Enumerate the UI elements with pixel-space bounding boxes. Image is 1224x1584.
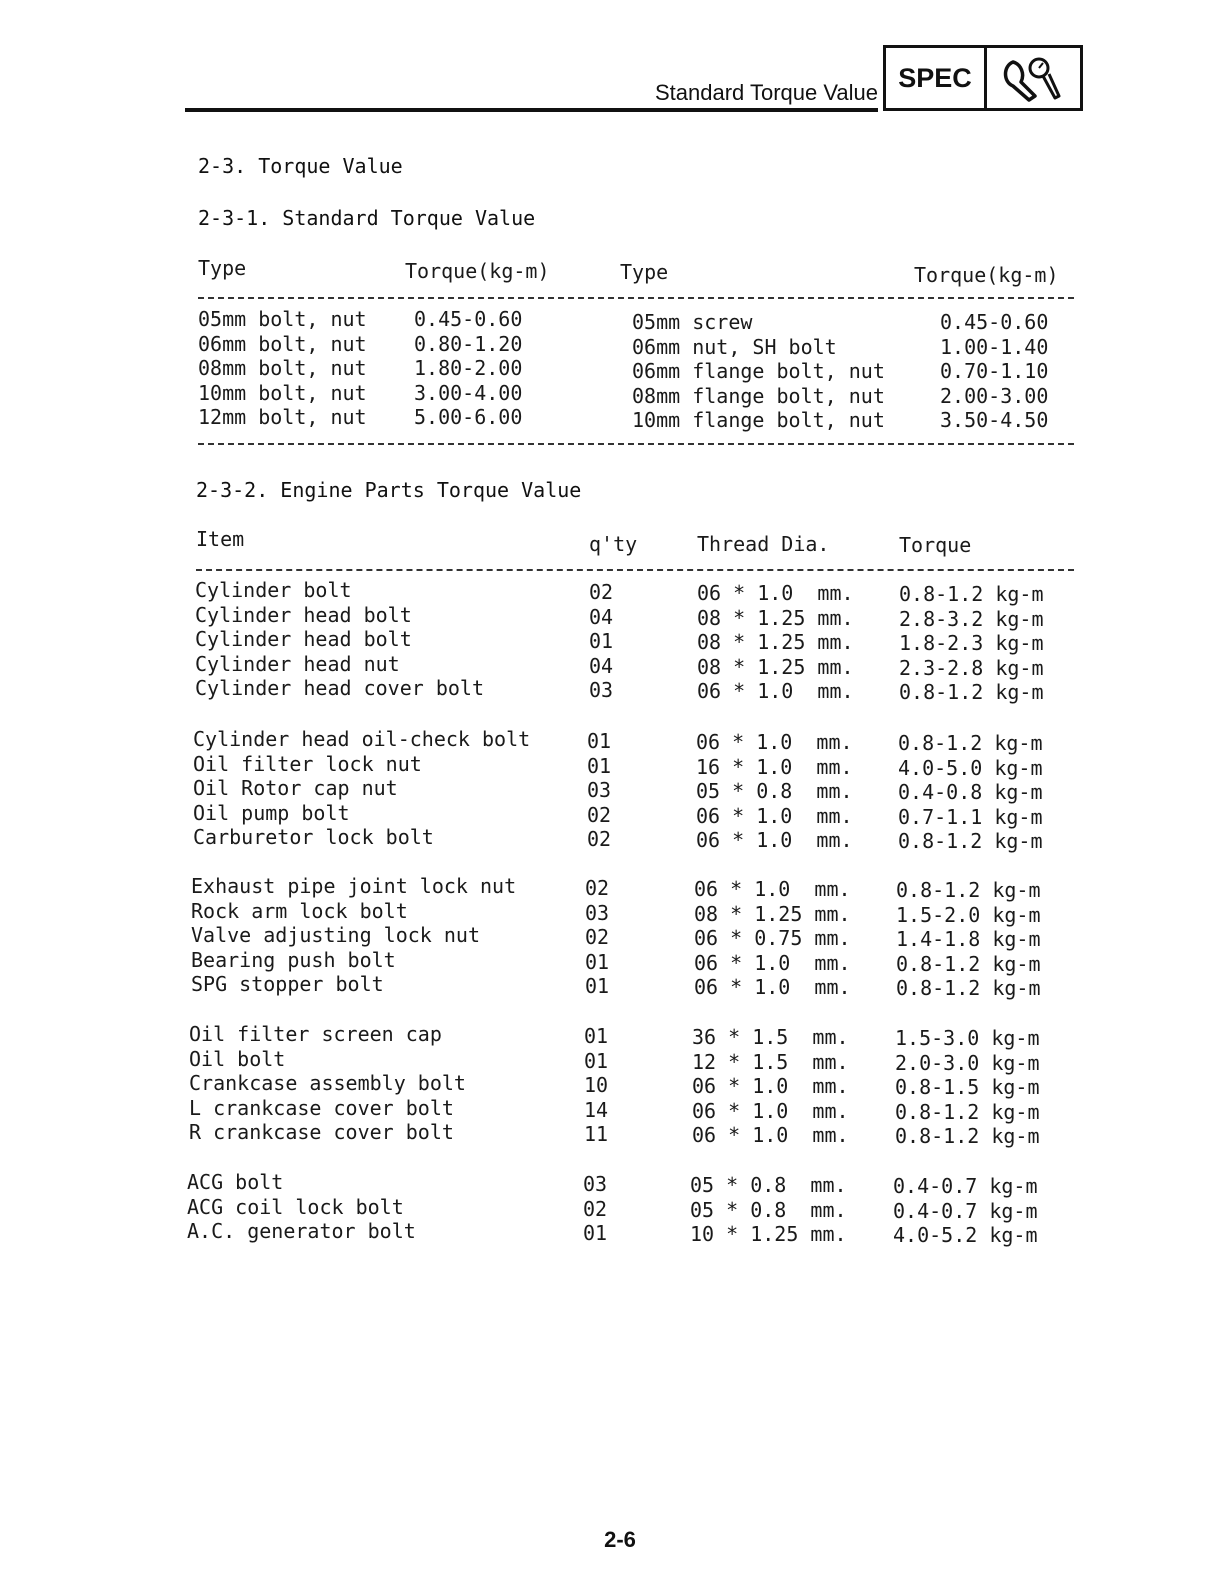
row-torque: 0.4-0.8 kg-m	[898, 780, 1043, 804]
section-title: 2-3. Torque Value	[198, 154, 403, 178]
row-thread-dia: 06 * 1.0 mm.	[694, 950, 851, 975]
table-divider	[196, 569, 1074, 571]
col-header-torque-left: Torque(kg-m)	[405, 259, 550, 283]
row-item: Cylinder head oil-check bolt	[193, 727, 531, 751]
std-left-type: 12mm bolt, nut	[198, 405, 367, 430]
row-torque: 0.8-1.2 kg-m	[895, 1124, 1040, 1148]
row-torque: 0.8-1.2 kg-m	[896, 951, 1041, 976]
col-header-torque: Torque	[899, 533, 972, 557]
row-torque: 2.0-3.0 kg-m	[895, 1050, 1040, 1075]
spec-label: SPEC	[886, 48, 987, 108]
row-qty: 01	[585, 974, 610, 998]
row-torque: 1.8-2.3 kg-m	[899, 631, 1044, 655]
row-thread-dia: 06 * 1.0 mm.	[697, 581, 854, 605]
row-thread-dia: 16 * 1.0 mm.	[696, 754, 853, 779]
row-qty: 03	[587, 778, 612, 802]
row-torque: 0.8-1.2 kg-m	[895, 1099, 1040, 1124]
row-qty: 01	[587, 729, 612, 753]
gauge-wrench-icon	[987, 48, 1080, 108]
row-item: ACG coil lock bolt	[187, 1194, 404, 1219]
col-header-qty: q'ty	[589, 532, 638, 556]
row-qty: 02	[587, 802, 612, 827]
row-torque: 0.8-1.2 kg-m	[896, 878, 1041, 902]
row-item: Oil Rotor cap nut	[193, 776, 398, 800]
row-torque: 0.4-0.7 kg-m	[893, 1198, 1038, 1223]
row-thread-dia: 06 * 1.0 mm.	[694, 877, 851, 901]
row-item: A.C. generator bolt	[187, 1219, 416, 1243]
row-thread-dia: 06 * 1.0 mm.	[692, 1123, 849, 1147]
row-item: Crankcase assembly bolt	[189, 1071, 466, 1095]
row-item: Carburetor lock bolt	[193, 825, 434, 849]
row-torque: 0.8-1.2 kg-m	[899, 582, 1044, 606]
row-qty: 03	[589, 678, 614, 702]
std-left-torque: 1.80-2.00	[414, 356, 523, 381]
row-qty: 10	[584, 1073, 609, 1097]
row-thread-dia: 05 * 0.8 mm.	[690, 1173, 847, 1197]
std-left-torque: 0.80-1.20	[414, 331, 523, 356]
row-thread-dia: 06 * 1.0 mm.	[696, 730, 853, 754]
row-qty: 02	[589, 580, 614, 604]
row-item: Cylinder head bolt	[195, 602, 412, 627]
std-left-type: 05mm bolt, nut	[198, 307, 367, 331]
std-right-type: 08mm flange bolt, nut	[632, 383, 885, 408]
row-item: R crankcase cover bolt	[189, 1120, 454, 1144]
col-header-type-right: Type	[620, 260, 669, 284]
row-qty: 01	[585, 949, 610, 974]
row-item: L crankcase cover bolt	[189, 1095, 454, 1120]
row-qty: 02	[585, 876, 610, 900]
row-thread-dia: 36 * 1.5 mm.	[692, 1025, 849, 1049]
row-thread-dia: 06 * 1.0 mm.	[692, 1098, 849, 1123]
row-item: Exhaust pipe joint lock nut	[191, 874, 517, 898]
row-item: Oil pump bolt	[193, 800, 350, 825]
row-thread-dia: 08 * 1.25 mm.	[697, 630, 854, 654]
std-left-torque: 0.45-0.60	[414, 307, 523, 331]
row-thread-dia: 06 * 1.0 mm.	[692, 1074, 849, 1098]
row-qty: 01	[583, 1221, 608, 1245]
row-qty: 02	[583, 1196, 608, 1221]
row-thread-dia: 06 * 1.0 mm.	[696, 803, 853, 828]
row-qty: 14	[584, 1097, 609, 1122]
std-right-torque: 0.45-0.60	[940, 310, 1049, 334]
row-qty: 02	[587, 827, 612, 851]
row-torque: 0.7-1.1 kg-m	[898, 804, 1043, 829]
std-left-torque: 5.00-6.00	[414, 405, 523, 430]
row-thread-dia: 05 * 0.8 mm.	[690, 1197, 847, 1222]
row-torque: 2.8-3.2 kg-m	[899, 606, 1044, 631]
header-rule	[185, 108, 878, 112]
col-header-item: Item	[196, 527, 245, 551]
row-qty: 11	[584, 1122, 609, 1146]
engine-torque-title: 2-3-2. Engine Parts Torque Value	[196, 478, 582, 502]
row-torque: 4.0-5.2 kg-m	[893, 1223, 1038, 1247]
std-left-torque: 3.00-4.00	[414, 380, 523, 405]
row-item: Valve adjusting lock nut	[191, 923, 480, 947]
spec-badge	[883, 45, 1083, 111]
std-right-type: 06mm flange bolt, nut	[632, 359, 885, 384]
row-item: Rock arm lock bolt	[191, 898, 408, 923]
row-torque: 1.4-1.8 kg-m	[896, 927, 1041, 951]
row-torque: 2.3-2.8 kg-m	[899, 655, 1044, 680]
row-qty: 03	[583, 1172, 608, 1196]
row-thread-dia: 06 * 1.0 mm.	[696, 828, 853, 852]
page-number: 2-6	[604, 1527, 636, 1552]
header-title: Standard Torque Value	[654, 80, 878, 105]
row-item: ACG bolt	[187, 1170, 284, 1194]
row-qty: 04	[589, 653, 614, 678]
row-qty: 01	[589, 629, 614, 653]
row-thread-dia: 12 * 1.5 mm.	[692, 1049, 849, 1074]
row-torque: 0.8-1.2 kg-m	[898, 829, 1043, 853]
col-header-thread: Thread Dia.	[697, 532, 830, 556]
row-thread-dia: 06 * 0.75 mm.	[694, 926, 851, 950]
row-torque: 0.8-1.5 kg-m	[895, 1075, 1040, 1099]
col-header-type-left: Type	[198, 256, 247, 280]
row-torque: 4.0-5.0 kg-m	[898, 755, 1043, 780]
std-right-torque: 0.70-1.10	[940, 359, 1049, 384]
row-item: Oil filter lock nut	[193, 751, 422, 776]
std-left-type: 06mm bolt, nut	[198, 331, 367, 356]
row-qty: 01	[587, 753, 612, 778]
row-torque: 0.8-1.2 kg-m	[898, 731, 1043, 755]
row-qty: 01	[584, 1024, 609, 1048]
row-item: Cylinder bolt	[195, 578, 352, 602]
std-right-type: 06mm nut, SH bolt	[632, 334, 837, 359]
row-item: Oil bolt	[189, 1046, 286, 1071]
std-right-torque: 2.00-3.00	[940, 383, 1049, 408]
row-torque: 0.8-1.2 kg-m	[899, 680, 1044, 704]
row-thread-dia: 10 * 1.25 mm.	[690, 1222, 847, 1246]
col-header-torque-right: Torque(kg-m)	[914, 263, 1059, 287]
std-left-type: 10mm bolt, nut	[198, 380, 367, 405]
std-right-type: 05mm screw	[632, 310, 753, 334]
std-left-type: 08mm bolt, nut	[198, 356, 367, 381]
row-thread-dia: 06 * 1.0 mm.	[694, 975, 851, 999]
row-thread-dia: 08 * 1.25 mm.	[697, 654, 854, 679]
table-divider	[198, 443, 1074, 445]
row-item: Oil filter screen cap	[189, 1022, 442, 1046]
std-right-type: 10mm flange bolt, nut	[632, 408, 885, 433]
row-thread-dia: 08 * 1.25 mm.	[697, 605, 854, 630]
row-torque: 0.4-0.7 kg-m	[893, 1174, 1038, 1198]
row-qty: 02	[585, 925, 610, 949]
row-thread-dia: 08 * 1.25 mm.	[694, 901, 851, 926]
row-thread-dia: 05 * 0.8 mm.	[696, 779, 853, 803]
row-thread-dia: 06 * 1.0 mm.	[697, 679, 854, 703]
row-item: Cylinder head cover bolt	[195, 676, 484, 700]
row-qty: 01	[584, 1048, 609, 1073]
row-torque: 1.5-3.0 kg-m	[895, 1026, 1040, 1050]
row-item: SPG stopper bolt	[191, 972, 384, 996]
row-item: Cylinder head nut	[195, 651, 400, 676]
standard-torque-title: 2-3-1. Standard Torque Value	[198, 206, 536, 230]
row-item: Bearing push bolt	[191, 947, 396, 972]
row-qty: 03	[585, 900, 610, 925]
row-torque: 1.5-2.0 kg-m	[896, 902, 1041, 927]
row-item: Cylinder head bolt	[195, 627, 412, 651]
table-divider	[198, 297, 1074, 299]
std-right-torque: 1.00-1.40	[940, 334, 1049, 359]
std-right-torque: 3.50-4.50	[940, 408, 1049, 433]
row-torque: 0.8-1.2 kg-m	[896, 976, 1041, 1000]
row-qty: 04	[589, 604, 614, 629]
